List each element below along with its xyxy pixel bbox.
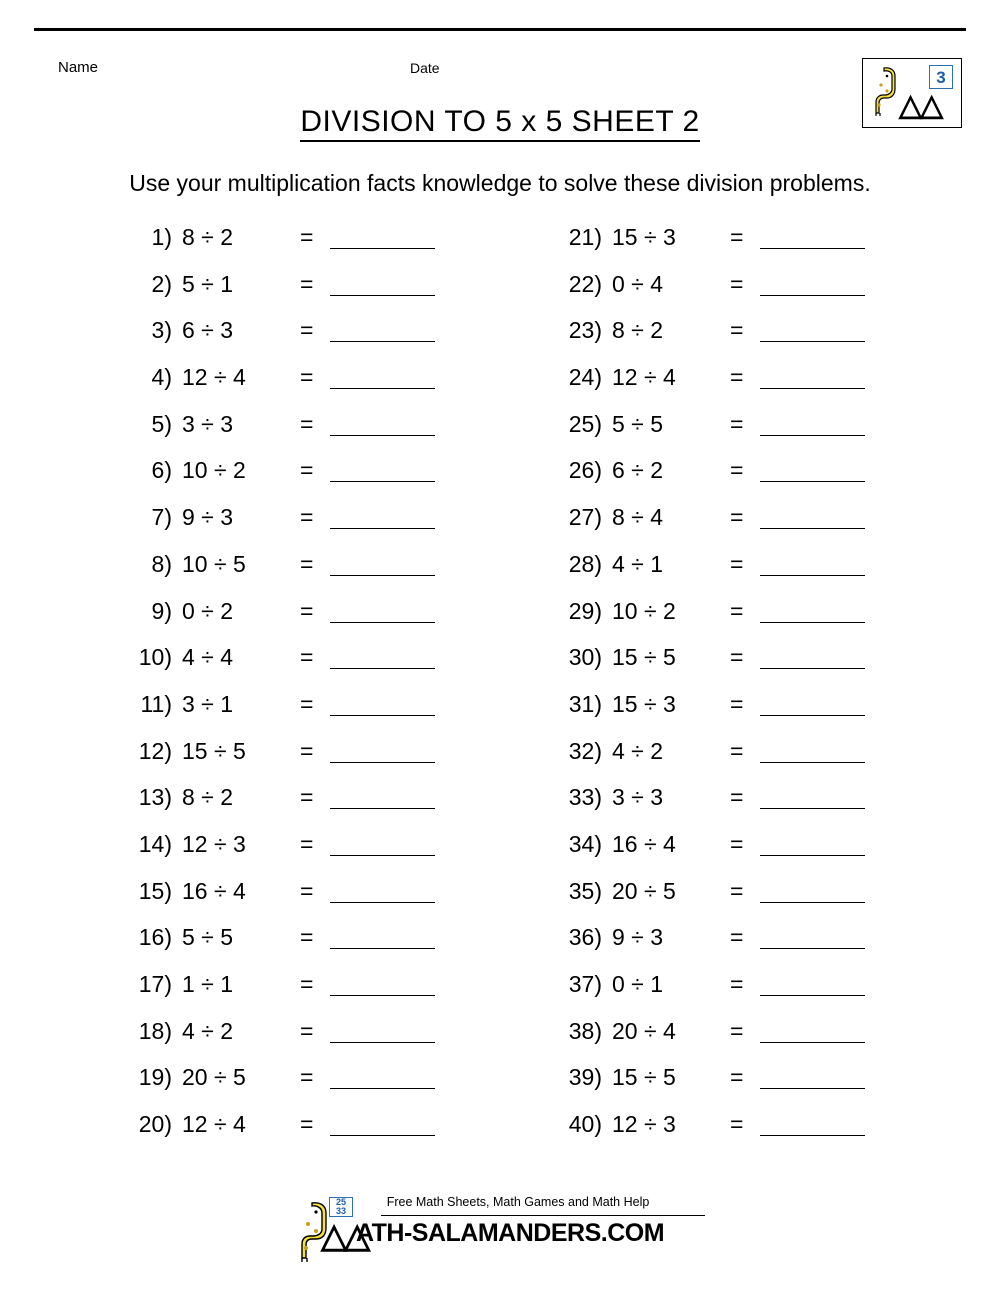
problem-expression: 8 ÷ 2 — [182, 224, 233, 250]
answer-blank[interactable] — [760, 269, 865, 296]
footer-logo-block — [295, 1195, 705, 1267]
problems-column-left — [0, 218, 500, 1152]
problem-row — [118, 825, 500, 872]
problem-number: 27) — [568, 504, 602, 531]
problem-number: 10) — [138, 644, 172, 671]
problem-row — [548, 218, 1000, 265]
problem-number: 31) — [568, 690, 602, 717]
mini-grade-badge: 25 33 — [329, 1197, 353, 1217]
problem-expression: 0 ÷ 2 — [182, 597, 233, 624]
problem-expression: 4 ÷ 2 — [612, 737, 663, 764]
equals-sign: = — [730, 644, 744, 671]
problem-number: 21) — [568, 224, 602, 250]
answer-blank[interactable] — [330, 1016, 435, 1043]
problem-row — [548, 825, 1000, 872]
problem-expression: 16 ÷ 4 — [612, 830, 676, 857]
answer-blank[interactable] — [330, 1109, 435, 1136]
equals-sign: = — [300, 737, 314, 764]
answer-blank[interactable] — [760, 502, 865, 529]
problem-number: 9) — [151, 597, 172, 624]
problem-row — [118, 218, 500, 265]
answer-blank[interactable] — [760, 736, 865, 763]
problem-number: 32) — [568, 737, 602, 764]
problem-expression: 9 ÷ 3 — [612, 924, 663, 951]
problem-row — [548, 965, 1000, 1012]
problem-row — [548, 1105, 1000, 1152]
equals-sign: = — [730, 550, 744, 577]
equals-sign: = — [300, 504, 314, 531]
problem-number: 40) — [568, 1111, 602, 1138]
problem-number: 14) — [138, 830, 172, 857]
problem-row — [118, 918, 500, 965]
problem-row — [548, 872, 1000, 919]
problem-expression: 16 ÷ 4 — [182, 877, 246, 904]
problem-expression: 6 ÷ 3 — [182, 317, 233, 344]
answer-blank[interactable] — [330, 969, 435, 996]
answer-blank[interactable] — [330, 642, 435, 669]
problem-number: 34) — [568, 830, 602, 857]
salamanders-logo-icon: △△ — [321, 1217, 368, 1255]
problem-expression: 15 ÷ 5 — [182, 737, 246, 764]
answer-blank[interactable] — [760, 549, 865, 576]
problem-row — [548, 918, 1000, 965]
problems-column-right — [500, 218, 1000, 1152]
equals-sign: = — [730, 877, 744, 904]
problem-expression: 8 ÷ 2 — [612, 317, 663, 344]
equals-sign: = — [730, 597, 744, 624]
problem-expression: 10 ÷ 2 — [182, 457, 246, 484]
equals-sign: = — [300, 410, 314, 437]
problem-expression: 12 ÷ 4 — [182, 364, 246, 391]
problem-expression: 5 ÷ 1 — [182, 270, 233, 297]
answer-blank[interactable] — [330, 689, 435, 716]
top-divider — [34, 28, 966, 31]
problem-expression: 8 ÷ 2 — [182, 784, 233, 811]
problem-row — [118, 358, 500, 405]
problem-row — [118, 965, 500, 1012]
problem-row — [548, 1012, 1000, 1059]
equals-sign: = — [730, 410, 744, 437]
footer-tagline: Free Math Sheets, Math Games and Math Help — [386, 1195, 650, 1209]
answer-blank[interactable] — [330, 782, 435, 809]
answer-blank[interactable] — [330, 1062, 435, 1089]
problem-expression: 12 ÷ 3 — [612, 1111, 676, 1138]
problem-number: 4) — [151, 364, 172, 391]
footer-divider — [381, 1215, 705, 1216]
answer-blank[interactable] — [330, 315, 435, 342]
problem-expression: 4 ÷ 4 — [182, 644, 233, 671]
problem-number: 16) — [138, 924, 172, 951]
equals-sign: = — [730, 1064, 744, 1091]
page-footer — [0, 1195, 1000, 1272]
equals-sign: = — [300, 924, 314, 951]
footer-brand: ATH-SALAMANDERS.COM — [355, 1219, 665, 1247]
problem-number: 15) — [138, 877, 172, 904]
problem-row — [118, 872, 500, 919]
problem-number: 23) — [568, 317, 602, 344]
page-title — [0, 105, 1000, 139]
problem-row — [548, 685, 1000, 732]
answer-blank[interactable] — [760, 829, 865, 856]
equals-sign: = — [300, 830, 314, 857]
problem-number: 13) — [138, 784, 172, 811]
problem-row — [548, 311, 1000, 358]
problem-number: 22) — [568, 270, 602, 297]
problem-expression: 6 ÷ 2 — [612, 457, 663, 484]
equals-sign: = — [730, 830, 744, 857]
answer-blank[interactable] — [760, 362, 865, 389]
problem-row — [548, 358, 1000, 405]
problem-expression: 15 ÷ 3 — [612, 690, 676, 717]
problem-row — [548, 265, 1000, 312]
answer-blank[interactable] — [760, 969, 865, 996]
equals-sign: = — [300, 550, 314, 577]
problem-row — [548, 451, 1000, 498]
equals-sign: = — [730, 224, 744, 250]
instructions-text: Use your multiplication facts knowledge to solve these division problems. — [129, 170, 871, 196]
problem-expression: 3 ÷ 3 — [612, 784, 663, 811]
answer-blank[interactable] — [760, 642, 865, 669]
problem-number: 26) — [568, 457, 602, 484]
equals-sign: = — [730, 924, 744, 951]
equals-sign: = — [300, 270, 314, 297]
equals-sign: = — [300, 597, 314, 624]
problem-expression: 12 ÷ 3 — [182, 830, 246, 857]
problem-number: 24) — [568, 364, 602, 391]
problem-number: 7) — [151, 504, 172, 531]
equals-sign: = — [730, 457, 744, 484]
equals-sign: = — [300, 224, 314, 250]
problem-row — [548, 405, 1000, 452]
problem-expression: 20 ÷ 5 — [612, 877, 676, 904]
problem-expression: 9 ÷ 3 — [182, 504, 233, 531]
answer-blank[interactable] — [330, 269, 435, 296]
problem-number: 2) — [151, 270, 172, 297]
answer-blank[interactable] — [330, 455, 435, 482]
equals-sign: = — [730, 317, 744, 344]
equals-sign: = — [300, 644, 314, 671]
problem-row — [118, 1012, 500, 1059]
answer-blank[interactable] — [330, 409, 435, 436]
equals-sign: = — [300, 784, 314, 811]
answer-blank[interactable] — [760, 689, 865, 716]
answer-blank[interactable] — [330, 596, 435, 623]
equals-sign: = — [300, 317, 314, 344]
equals-sign: = — [730, 737, 744, 764]
problem-number: 30) — [568, 644, 602, 671]
answer-blank[interactable] — [330, 222, 435, 249]
problem-expression: 4 ÷ 1 — [612, 550, 663, 577]
answer-blank[interactable] — [760, 455, 865, 482]
answer-blank[interactable] — [760, 1016, 865, 1043]
problem-row — [118, 685, 500, 732]
problem-number: 5) — [151, 410, 172, 437]
answer-blank[interactable] — [330, 549, 435, 576]
grade-number: 3 — [929, 65, 953, 89]
problem-expression: 10 ÷ 5 — [182, 550, 246, 577]
problem-row — [548, 638, 1000, 685]
problem-row — [118, 1105, 500, 1152]
problem-expression: 20 ÷ 5 — [182, 1064, 246, 1091]
problem-number: 1) — [151, 224, 172, 250]
answer-blank[interactable] — [330, 829, 435, 856]
answer-blank[interactable] — [760, 876, 865, 903]
equals-sign: = — [730, 1017, 744, 1044]
problem-row — [548, 1058, 1000, 1105]
equals-sign: = — [300, 1064, 314, 1091]
problem-row — [548, 545, 1000, 592]
problem-number: 19) — [138, 1064, 172, 1091]
problems-container — [0, 218, 1000, 1152]
problem-row — [118, 451, 500, 498]
problem-number: 18) — [138, 1017, 172, 1044]
problem-row — [548, 732, 1000, 779]
problem-expression: 15 ÷ 5 — [612, 1064, 676, 1091]
answer-blank[interactable] — [760, 596, 865, 623]
answer-blank[interactable] — [760, 409, 865, 436]
problem-expression: 12 ÷ 4 — [612, 364, 676, 391]
answer-blank[interactable] — [330, 736, 435, 763]
problem-row — [548, 498, 1000, 545]
answer-blank[interactable] — [760, 222, 865, 249]
problem-number: 17) — [138, 971, 172, 997]
problem-row — [548, 778, 1000, 825]
answer-blank[interactable] — [760, 1062, 865, 1089]
problem-expression: 3 ÷ 1 — [182, 690, 233, 717]
answer-blank[interactable] — [330, 502, 435, 529]
problem-number: 33) — [568, 784, 602, 811]
name-label: Name — [58, 59, 99, 76]
equals-sign: = — [730, 971, 744, 997]
problem-expression: 20 ÷ 4 — [612, 1017, 676, 1044]
date-label: Date — [410, 60, 440, 76]
problem-row — [118, 1058, 500, 1105]
problem-expression: 0 ÷ 1 — [612, 971, 663, 997]
problem-expression: 15 ÷ 3 — [612, 224, 676, 250]
equals-sign: = — [300, 364, 314, 391]
page-title-text: DIVISION TO 5 x 5 SHEET 2 — [300, 105, 699, 142]
problem-number: 29) — [568, 597, 602, 624]
problem-row — [118, 545, 500, 592]
problem-expression: 0 ÷ 4 — [612, 270, 663, 297]
problem-expression: 5 ÷ 5 — [182, 924, 233, 951]
equals-sign: = — [730, 504, 744, 531]
equals-sign: = — [730, 784, 744, 811]
answer-blank[interactable] — [330, 922, 435, 949]
salamanders-logo-icon: △△ — [899, 89, 942, 122]
problem-expression: 4 ÷ 2 — [182, 1017, 233, 1044]
problem-expression: 8 ÷ 4 — [612, 504, 663, 531]
equals-sign: = — [300, 1017, 314, 1044]
problem-row — [118, 592, 500, 639]
problem-row — [118, 405, 500, 452]
problem-row — [118, 311, 500, 358]
answer-blank[interactable] — [760, 1109, 865, 1136]
problem-number: 35) — [568, 877, 602, 904]
problem-number: 38) — [568, 1017, 602, 1044]
problem-number: 11) — [140, 690, 172, 717]
problem-number: 8) — [151, 550, 172, 577]
equals-sign: = — [730, 690, 744, 717]
problem-row — [118, 265, 500, 312]
equals-sign: = — [300, 457, 314, 484]
equals-sign: = — [300, 971, 314, 997]
problem-number: 6) — [151, 457, 172, 484]
answer-blank[interactable] — [760, 922, 865, 949]
equals-sign: = — [300, 1111, 314, 1138]
problem-number: 39) — [568, 1064, 602, 1091]
equals-sign: = — [300, 690, 314, 717]
equals-sign: = — [300, 877, 314, 904]
problem-row — [118, 638, 500, 685]
problem-row — [118, 498, 500, 545]
equals-sign: = — [730, 270, 744, 297]
problem-expression: 15 ÷ 5 — [612, 644, 676, 671]
problem-expression: 12 ÷ 4 — [182, 1111, 246, 1138]
problem-number: 3) — [151, 317, 172, 344]
answer-blank[interactable] — [330, 362, 435, 389]
equals-sign: = — [730, 1111, 744, 1138]
problem-number: 12) — [138, 737, 172, 764]
problem-number: 36) — [568, 924, 602, 951]
problem-number: 28) — [568, 550, 602, 577]
problem-expression: 1 ÷ 1 — [182, 971, 233, 997]
problem-expression: 3 ÷ 3 — [182, 410, 233, 437]
problem-row — [118, 732, 500, 779]
problem-row — [548, 592, 1000, 639]
answer-blank[interactable] — [330, 876, 435, 903]
answer-blank[interactable] — [760, 315, 865, 342]
problem-expression: 5 ÷ 5 — [612, 410, 663, 437]
problem-number: 25) — [568, 410, 602, 437]
answer-blank[interactable] — [760, 782, 865, 809]
problem-number: 20) — [138, 1111, 172, 1138]
equals-sign: = — [730, 364, 744, 391]
problem-number: 37) — [568, 971, 602, 997]
problem-row — [118, 778, 500, 825]
problem-expression: 10 ÷ 2 — [612, 597, 676, 624]
